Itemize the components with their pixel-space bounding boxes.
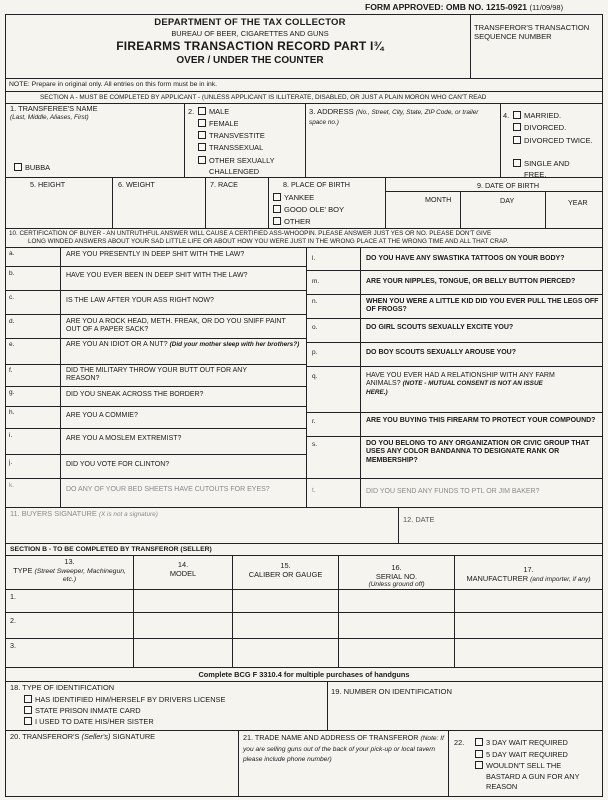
rule-v-q-letter-left <box>60 247 61 507</box>
address-hint: (No., Street, City, State, ZIP Code, or trailer space no.) <box>309 109 479 126</box>
omb-number: FORM APPROVED: OMB NO. 1215-0921 <box>365 2 528 12</box>
birthplace-yankee[interactable] <box>273 193 314 203</box>
rule-v-q-mid <box>306 247 307 507</box>
table-row-2: 2. <box>10 616 16 625</box>
rule-v-day <box>460 191 461 228</box>
rule-q-r7 <box>306 436 602 437</box>
q-d-text: ARE YOU A ROCK HEAD, METH. FREAK, OR DO YOU SNIFF PAINT OUT OF A PAPER SACK? <box>66 318 286 334</box>
q-b-letter: b. <box>9 270 15 277</box>
marital-num: 4. <box>503 111 510 120</box>
table-row-3: 3. <box>10 641 16 650</box>
col-manufacturer-header <box>455 566 602 583</box>
q-p-text: DO BOY SCOUTS SEXUALLY AROUSE YOU? <box>366 349 517 356</box>
q-s-text: DO YOU BELONG TO ANY ORGANIZATION OR CIVIC GROUP THAT USES ANY COLOR BANDANNA TO DESIGNATE RANK OR MEMBERSHIP? <box>366 440 590 464</box>
rule-q-r2 <box>306 294 602 295</box>
transvestite-label: TRANSVESTITE <box>209 131 265 140</box>
q-a-letter: a. <box>9 250 15 257</box>
rule-q-l1 <box>5 266 306 267</box>
q-i-text: ARE YOU A MOSLEM EXTREMIST? <box>66 435 182 442</box>
race-label: 7. RACE <box>210 180 238 189</box>
bubba-option[interactable] <box>14 163 50 173</box>
rule-b-row1 <box>5 589 603 590</box>
other-sex-checkbox[interactable] <box>198 156 206 164</box>
q-o-letter: o. <box>312 324 318 331</box>
q-t-text: DID YOU SEND ANY FUNDS TO PTL OR JIM BAKER? <box>366 488 540 495</box>
rule-q-l10 <box>5 478 306 479</box>
address-label-block <box>309 107 494 127</box>
rule-v-date <box>398 507 399 543</box>
q-m-letter: m. <box>312 278 320 285</box>
q-k-text: DO ANY OF YOUR BED SHEETS HAVE CUTOUTS FOR EYES? <box>66 486 270 493</box>
q-e-note: (Did your mother sleep with her brothers?) <box>169 341 300 348</box>
seq-number-label: TRANSFEROR'S TRANSACTION SEQUENCE NUMBER <box>474 23 590 41</box>
sex-option-male[interactable] <box>198 107 229 117</box>
rule-q-l8 <box>5 428 306 429</box>
male-checkbox[interactable] <box>198 107 206 115</box>
q-r-letter: r. <box>312 418 316 425</box>
dob-day: DAY <box>500 196 515 205</box>
q-h-letter: h. <box>9 409 15 416</box>
rule-v-race <box>205 177 206 228</box>
rule-b-head <box>5 555 603 556</box>
height-label: 5. HEIGHT <box>30 180 66 189</box>
q-j-text: DID YOU VOTE FOR CLINTON? <box>66 461 170 468</box>
marital-married[interactable] <box>513 111 561 121</box>
transsexual-label: TRANSSEXUAL <box>209 143 264 152</box>
rule-q-r3 <box>306 318 602 319</box>
rule-q-l9 <box>5 454 306 455</box>
rule-v-q-letter-right <box>360 247 361 507</box>
q-l-letter: l. <box>312 255 316 262</box>
rule-v-trade <box>238 730 239 796</box>
wait-5day[interactable] <box>475 750 568 760</box>
q-q-text <box>366 372 566 397</box>
id-option-license[interactable] <box>24 695 225 705</box>
rule-v-id-number <box>327 681 328 730</box>
q-q-note: (NOTE - MUTUAL CONSENT IS NOT AN ISSUE HERE.) <box>366 380 543 396</box>
q-e-text <box>66 341 304 349</box>
wait-5day-label: 5 DAY WAIT REQUIRED <box>486 750 568 759</box>
col-model-label: MODEL <box>169 568 197 578</box>
section-b-heading: SECTION B - TO BE COMPLETED BY TRANSFEROR (SELLER) <box>10 546 212 553</box>
license-checkbox[interactable] <box>24 695 32 703</box>
sex-option-transvestite[interactable] <box>198 131 265 141</box>
rule-v-year <box>545 191 546 228</box>
q-c-text: IS THE LAW AFTER YOUR ASS RIGHT NOW? <box>66 297 214 304</box>
rule-right <box>602 14 603 796</box>
rule-q-l5 <box>5 364 306 365</box>
sister-checkbox[interactable] <box>24 717 32 725</box>
q-h-text: ARE YOU A COMMIE? <box>66 412 138 419</box>
q-g-letter: g. <box>9 389 15 396</box>
q-l-text: DO YOU HAVE ANY SWASTIKA TATTOOS ON YOUR BODY? <box>366 255 565 262</box>
rule-q-l4 <box>5 338 306 339</box>
form-approved <box>365 3 563 13</box>
col-serial-hint: (Unless ground off) <box>368 581 425 589</box>
section-a-heading: SECTION A - MUST BE COMPLETED BY APPLICANT - (UNLESS APPLICANT IS ILLITERATE, DISABLED, OR JUST A PLAIN MORON WHO CAN'T READ <box>40 94 487 101</box>
single-checkbox[interactable] <box>513 159 521 167</box>
birthplace-other[interactable] <box>273 217 311 227</box>
dob-month: MONTH <box>425 195 452 204</box>
sex-option-transsexual[interactable] <box>198 143 263 153</box>
rule-q-r6 <box>306 412 602 413</box>
q-f-letter: f. <box>9 367 13 374</box>
rule-q-top <box>5 247 603 248</box>
col-type-hint: (Street Sweeper, Machinegun, etc.) <box>34 567 126 584</box>
rule-sig <box>5 507 603 508</box>
rule-b-row3 <box>5 638 603 639</box>
q-q-letter: q. <box>312 373 318 380</box>
rule-v-marital <box>500 103 501 177</box>
col-manufacturer-label-block <box>455 575 602 584</box>
female-label: FEMALE <box>209 119 239 128</box>
rule-v-weight <box>112 177 113 228</box>
dept-name: DEPARTMENT OF THE TAX COLLECTOR <box>154 17 346 28</box>
bubba-checkbox[interactable] <box>14 163 22 171</box>
good-ole-boy-label: GOOD OLE' BOY <box>284 205 345 214</box>
col-caliber-header <box>233 562 338 579</box>
married-checkbox[interactable] <box>513 111 521 119</box>
inmate-label: STATE PRISON INMATE CARD <box>35 706 141 715</box>
rule-note-bottom <box>5 91 603 92</box>
divorced-twice-label: DIVORCED TWICE. <box>524 136 593 145</box>
rule-sec-b <box>5 543 603 544</box>
wait-never[interactable] <box>475 761 593 793</box>
rule-bottom <box>5 796 603 797</box>
dob-label: 9. DATE OF BIRTH <box>477 181 540 190</box>
rule-top <box>5 14 603 15</box>
good-ole-boy-checkbox[interactable] <box>273 205 281 213</box>
transvestite-checkbox[interactable] <box>198 131 206 139</box>
q-k-letter: k. <box>9 482 15 489</box>
rule-seq <box>470 14 471 78</box>
q-f-text: DID THE MILITARY THROW YOUR BUTT OUT FOR ANY REASON? <box>66 367 247 383</box>
col-manufacturer-num: 17. <box>523 565 534 574</box>
other-sex-label: OTHER SEXUALLY CHALLENGED <box>209 156 275 177</box>
col-type-num: 13. <box>64 557 75 566</box>
q-n-letter: n. <box>312 298 318 305</box>
q-d-letter: d. <box>9 318 15 325</box>
rule-v-dob <box>385 177 386 228</box>
col-serial-num: 16. <box>391 563 402 572</box>
col-manufacturer-hint: (and importer, if any) <box>530 575 591 583</box>
q-i-letter: i. <box>9 432 13 439</box>
rule-q-l3 <box>5 314 306 315</box>
id-option-inmate[interactable] <box>24 706 141 716</box>
dob-year: YEAR <box>568 198 588 207</box>
q-e-main: ARE YOU AN IDIOT OR A NUT? <box>66 341 168 348</box>
trade-label: 21. TRADE NAME AND ADDRESS OF TRANSFEROR <box>243 733 419 742</box>
wait-num: 22. <box>454 738 465 747</box>
trade-note: (Note: If you are selling guns out of the back of your pick-up or local tavern please include phone number) <box>243 735 444 764</box>
col-type-label-block <box>6 567 133 585</box>
rule-q-r4 <box>306 342 602 343</box>
birthplace-good-ole-boy[interactable] <box>273 205 344 215</box>
rule-row5 <box>5 177 603 178</box>
col-serial-header <box>339 564 454 589</box>
yankee-checkbox[interactable] <box>273 193 281 201</box>
q-n-text: WHEN YOU WERE A LITTLE KID DID YOU EVER PULL THE LEGS OFF OF FROGS? <box>366 298 599 314</box>
col-type-label: TYPE <box>13 565 33 575</box>
q-s-letter: s. <box>312 441 318 448</box>
col-caliber-label: CALIBER OR GAUGE <box>248 569 323 579</box>
married-label: MARRIED. <box>524 111 562 120</box>
bubba-label: BUBBA <box>25 163 51 172</box>
wait-never-checkbox[interactable] <box>475 761 483 769</box>
rule-b-row2 <box>5 612 603 613</box>
buyer-signature-block <box>10 510 158 519</box>
q-g-text: DID YOU SNEAK ACROSS THE BORDER? <box>66 391 204 398</box>
buyer-signature-note: (X is not a signature) <box>98 511 158 518</box>
rule-note-top <box>5 78 603 79</box>
q-c-letter: c. <box>9 294 15 301</box>
id-option-sister[interactable] <box>24 717 154 727</box>
q-e-letter: e. <box>9 341 15 348</box>
form-subtitle: OVER / UNDER THE COUNTER <box>176 55 324 67</box>
wait-3day-label: 3 DAY WAIT REQUIRED <box>486 738 568 747</box>
divorced-twice-checkbox[interactable] <box>513 136 521 144</box>
col-caliber-num: 15. <box>280 561 291 570</box>
bureau-name: BUREAU OF BEER, CIGARETTES AND GUNS <box>171 28 329 38</box>
wait-3day-checkbox[interactable] <box>475 738 483 746</box>
q-p-letter: p. <box>312 349 318 356</box>
inmate-checkbox[interactable] <box>24 706 32 714</box>
birthplace-label: 8. PLACE OF BIRTH <box>283 180 350 189</box>
form-title: FIREARMS TRANSACTION RECORD PART I¾ <box>116 39 384 54</box>
seller-signature-label <box>10 733 155 742</box>
seller-sig-a: 20. TRANSFEROR'S <box>10 732 80 741</box>
rule-20 <box>5 730 603 731</box>
q-m-text: ARE YOUR NIPPLES, TONGUE, OR BELLY BUTTON PIERCED? <box>366 278 576 285</box>
marital-divorced-twice[interactable] <box>513 135 593 146</box>
rule-q-r1 <box>306 270 602 271</box>
wait-3day[interactable] <box>475 738 568 748</box>
col-manufacturer-label: MANUFACTURER <box>466 573 529 583</box>
license-label: HAS IDENTIFIED HIM/HERSELF BY DRIVERS LICENSE <box>35 695 226 704</box>
yankee-label: YANKEE <box>284 193 315 202</box>
sex-option-female[interactable] <box>198 119 239 129</box>
male-label: MALE <box>209 107 230 116</box>
name-label: 1. TRANSFEREE'S NAME <box>10 104 98 113</box>
q-a-text: ARE YOU PRESENTLY IN DEEP SHIT WITH THE LAW? <box>66 251 245 258</box>
id-number-label: 19. NUMBER ON IDENTIFICATION <box>331 687 452 696</box>
single-label: SINGLE AND FREE. <box>524 159 570 179</box>
col-model-header <box>134 561 232 578</box>
buyer-signature-label: 11. BUYERS SIGNATURE <box>10 509 97 518</box>
weight-label: 6. WEIGHT <box>118 180 155 189</box>
other-birth-label: OTHER <box>284 217 311 226</box>
bcg-note: Complete BCG F 3310.4 for multiple purchases of handguns <box>198 670 410 679</box>
marital-divorced[interactable] <box>513 123 566 133</box>
date-label: 12. DATE <box>403 515 435 524</box>
rule-v-birthplace <box>268 177 269 228</box>
rule-cert <box>5 228 603 229</box>
rule-dob <box>385 191 602 192</box>
table-row-1: 1. <box>10 592 16 601</box>
rule-bcg-bottom <box>5 681 603 682</box>
q-b-text: HAVE YOU EVER BEEN IN DEEP SHIT WITH THE LAW? <box>66 272 248 279</box>
col-serial-label: SERIAL NO. <box>375 571 418 581</box>
col-model-num: 14. <box>177 560 189 569</box>
form-date: (11/09/98) <box>529 3 564 12</box>
q-o-text: DO GIRL SCOUTS SEXUALLY EXCITE YOU? <box>366 324 514 331</box>
rule-v-wait <box>448 730 449 796</box>
rule-q-l6 <box>5 386 306 387</box>
divorced-label: DIVORCED. <box>524 123 567 132</box>
wait-5day-checkbox[interactable] <box>475 750 483 758</box>
divorced-checkbox[interactable] <box>513 123 521 131</box>
rule-q-l2 <box>5 290 306 291</box>
rule-bcg-top <box>5 667 603 668</box>
id-type-label: 18. TYPE OF IDENTIFICATION <box>10 683 115 692</box>
name-hint: (Last, Middle, Aliases, First) <box>10 114 89 121</box>
title-block <box>100 18 400 67</box>
sex-num: 2. <box>188 107 195 116</box>
rule-v-address <box>305 103 306 177</box>
rule-v-sex <box>184 103 185 177</box>
trade-block <box>243 733 446 765</box>
note-text: NOTE: Prepare in original only. All entries on this form must be in ink. <box>9 81 218 88</box>
wait-never-label: WOULDN'T SELL THE BASTARD A GUN FOR ANY REASON <box>486 761 580 792</box>
cert-line-1: 10. CERTIFICATION OF BUYER - AN UNTRUTHFUL ANSWER WILL CAUSE A CERTIFIED ASS-WHOOPIN. PLEASE ANSWER JUST YES OR NO. PLEASE DON'T GIVE <box>9 230 492 237</box>
seller-sig-c: SIGNATURE <box>112 732 156 741</box>
address-label: 3. ADDRESS <box>309 107 354 116</box>
q-r-text: ARE YOU BUYING THIS FIREARM TO PROTECT YOUR COMPOUND? <box>366 417 596 424</box>
sister-label: I USED TO DATE HIS/HER SISTER <box>35 717 154 726</box>
seller-sig-b: (Seller's) <box>81 732 111 741</box>
rule-q-l7 <box>5 406 306 407</box>
rule-q-r5 <box>306 366 602 367</box>
sex-option-other[interactable] <box>198 155 306 177</box>
q-j-letter: j. <box>9 459 13 466</box>
col-type-header <box>6 558 133 584</box>
transsexual-checkbox[interactable] <box>198 143 206 151</box>
q-q-main: HAVE YOU EVER HAD A RELATIONSHIP WITH ANY FARM ANIMALS? <box>366 372 555 388</box>
other-birth-checkbox[interactable] <box>273 217 281 225</box>
female-checkbox[interactable] <box>198 119 206 127</box>
q-t-letter: t. <box>312 487 316 494</box>
cert-line-2: LONG WINDED ANSWERS ABOUT YOUR SAD LITTLE LIFE OR ABOUT HOW YOU WERE JUST IN THE WRONG PLACE AT THE WRONG TIME AND ALL THAT CRAP. <box>28 238 509 245</box>
rule-q-r8 <box>306 478 602 479</box>
